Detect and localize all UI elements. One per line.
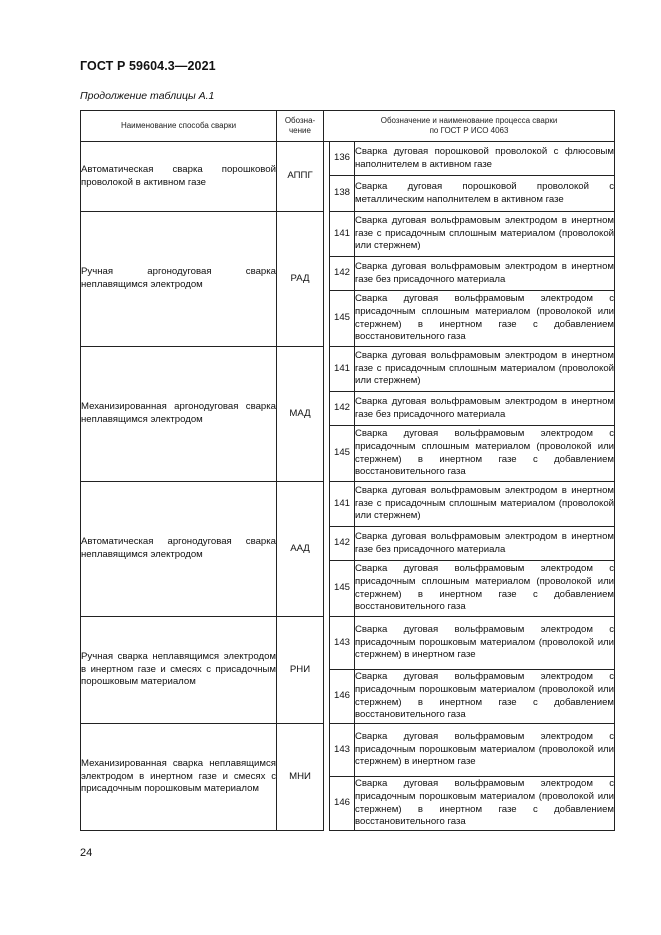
process-description-cell: Сварка дуговая вольфрамовым электродом в инертном газе с присадочным сплошным материалом (проволокой или стержнем): [355, 212, 615, 257]
table-row: [81, 142, 615, 176]
process-code-cell: 138: [330, 176, 355, 212]
process-code-cell: 141: [330, 482, 355, 527]
process-description-cell: Сварка дуговая порошковой проволокой с металлическим наполнителем в активном газе: [355, 176, 615, 212]
process-description-cell: Сварка дуговая вольфрамовым электродом с присадочным порошковым материалом (проволокой или стержнем) в инертном газе: [355, 724, 615, 777]
table-row: [81, 212, 615, 257]
process-code-cell: 142: [330, 392, 355, 426]
process-code-cell: 136: [330, 142, 355, 176]
process-code-cell: 145: [330, 426, 355, 482]
column-header-method: Наименование способа сварки: [81, 111, 277, 142]
process-description-cell: Сварка дуговая вольфрамовым электродом в инертном газе без присадочного материала: [355, 257, 615, 291]
method-name-cell: Ручная аргонодуговая сварка неплавящимся электродом: [81, 212, 277, 347]
method-name-cell: Механизированная аргонодуговая сварка неплавящимся электродом: [81, 347, 277, 482]
table-continuation-caption: Продолжение таблицы А.1: [80, 90, 215, 102]
method-name-cell: Автоматическая сварка порошковой проволокой в активном газе: [81, 142, 277, 212]
process-code-cell: 143: [330, 724, 355, 777]
method-name-cell: Автоматическая аргонодуговая сварка неплавящимся электродом: [81, 482, 277, 617]
method-abbreviation-cell: МАД: [277, 347, 324, 482]
method-name-cell: Ручная сварка неплавящимся электродом в инертном газе и смесях с присадочным порошковым материалом: [81, 617, 277, 724]
table-row: [81, 724, 615, 777]
document-title: ГОСТ Р 59604.3—2021: [80, 59, 216, 73]
process-description-cell: Сварка дуговая порошковой проволокой с флюсовым наполнителем в активном газе: [355, 142, 615, 176]
table-body: [81, 142, 615, 831]
process-code-cell: 143: [330, 617, 355, 670]
process-description-cell: Сварка дуговая вольфрамовым электродом с присадочным сплошным материалом (проволокой или стержнем) в инертном газе с добавлением восстановительного газа: [355, 291, 615, 347]
process-description-cell: Сварка дуговая вольфрамовым электродом в инертном газе без присадочного материала: [355, 392, 615, 426]
process-code-cell: 141: [330, 347, 355, 392]
method-abbreviation-cell: ААД: [277, 482, 324, 617]
table-row: [81, 347, 615, 392]
welding-methods-table: [80, 110, 615, 831]
method-abbreviation-cell: МНИ: [277, 724, 324, 831]
process-description-cell: Сварка дуговая вольфрамовым электродом в инертном газе с присадочным сплошным материалом (проволокой или стержнем): [355, 347, 615, 392]
process-description-cell: Сварка дуговая вольфрамовым электродом с присадочным порошковым материалом (проволокой или стержнем) в инертном газе с добавлением восстановительного газа: [355, 670, 615, 724]
process-description-cell: Сварка дуговая вольфрамовым электродом с присадочным сплошным материалом (проволокой или стержнем) в инертном газе с добавлением восстановительного газа: [355, 426, 615, 482]
page-number: 24: [80, 847, 93, 859]
process-description-cell: Сварка дуговая вольфрамовым электродом в инертном газе без присадочного материала: [355, 527, 615, 561]
process-code-cell: 146: [330, 670, 355, 724]
method-abbreviation-cell: РАД: [277, 212, 324, 347]
process-code-cell: 145: [330, 561, 355, 617]
column-header-abbr: Обозна- чение: [277, 111, 324, 142]
method-abbreviation-cell: РНИ: [277, 617, 324, 724]
table-row: [81, 617, 615, 670]
column-header-process: Обозначение и наименование процесса сварки по ГОСТ Р ИСО 4063: [324, 111, 615, 142]
method-abbreviation-cell: АППГ: [277, 142, 324, 212]
table-row: [81, 482, 615, 527]
process-description-cell: Сварка дуговая вольфрамовым электродом в инертном газе с присадочным сплошным материалом (проволокой или стержнем): [355, 482, 615, 527]
process-description-cell: Сварка дуговая вольфрамовым электродом с присадочным порошковым материалом (проволокой или стержнем) в инертном газе с добавлением восстановительного газа: [355, 777, 615, 831]
process-description-cell: Сварка дуговая вольфрамовым электродом с присадочным порошковым материалом (проволокой или стержнем) в инертном газе: [355, 617, 615, 670]
process-description-cell: Сварка дуговая вольфрамовым электродом с присадочным сплошным материалом (проволокой или стержнем) в инертном газе с добавлением восстановительного газа: [355, 561, 615, 617]
process-code-cell: 142: [330, 257, 355, 291]
process-code-cell: 142: [330, 527, 355, 561]
process-code-cell: 141: [330, 212, 355, 257]
method-name-cell: Механизированная сварка неплавящимся электродом в инертном газе и смесях с присадочным порошковым материалом: [81, 724, 277, 831]
process-code-cell: 145: [330, 291, 355, 347]
process-code-cell: 146: [330, 777, 355, 831]
